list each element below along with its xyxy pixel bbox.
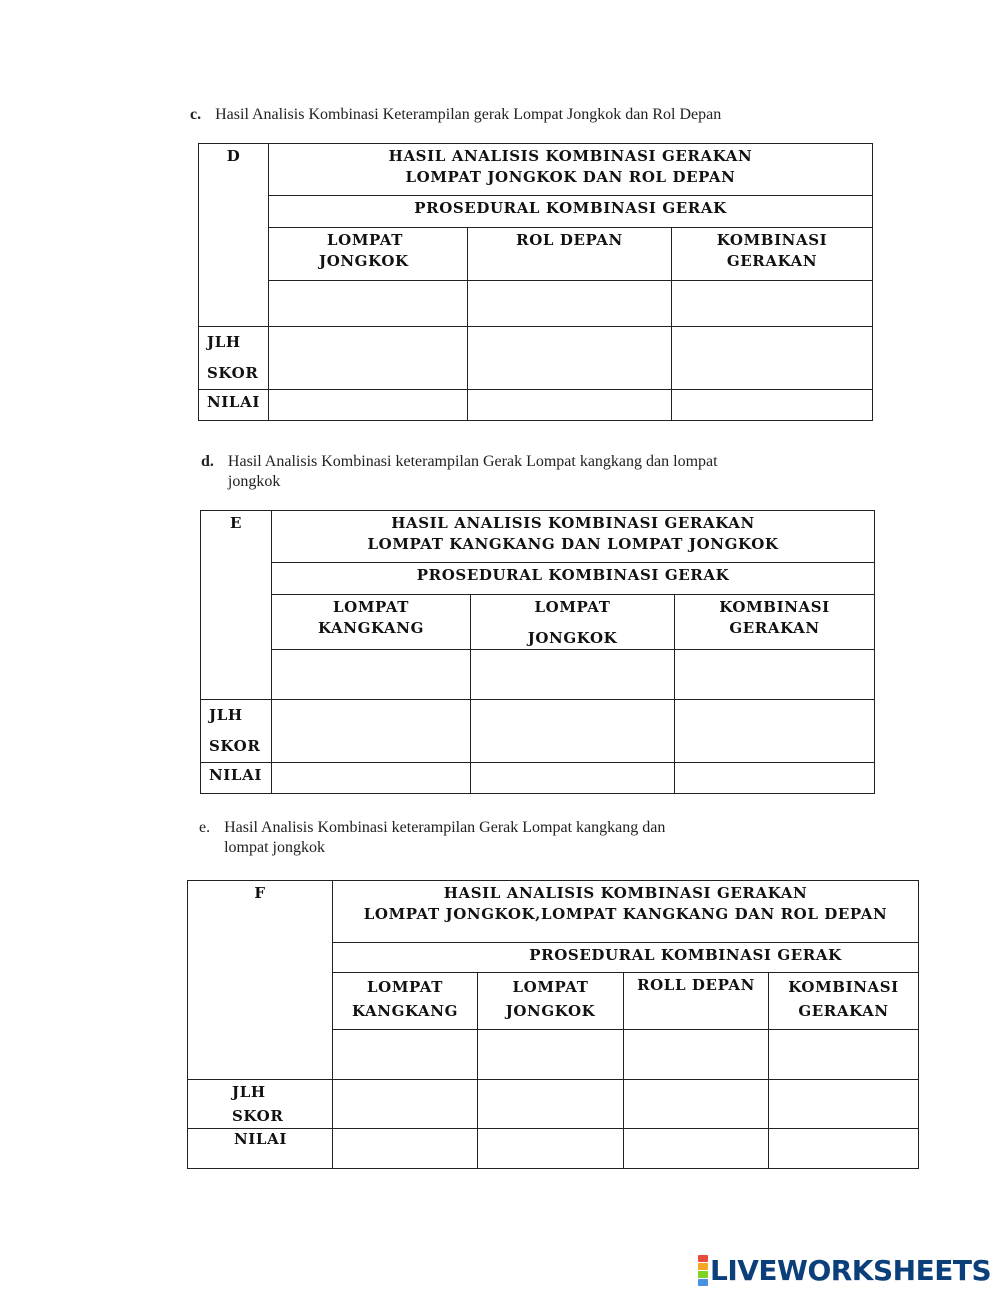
- answer-cell[interactable]: [269, 390, 468, 421]
- col-header-roll-depan: [624, 973, 769, 1030]
- section-c-heading: [190, 105, 721, 125]
- col-header-line1: KOMBINASI: [719, 598, 830, 616]
- table-title-line2: LOMPAT JONGKOK DAN ROL DEPAN: [405, 168, 736, 186]
- table-f: [187, 880, 919, 1169]
- liveworksheets-mark-icon: [698, 1255, 708, 1286]
- nilai-label-cell: [188, 1129, 333, 1169]
- section-d-text-line2: jongkok: [227, 473, 281, 490]
- table-title-cell: [272, 511, 875, 563]
- jlh-skor-label-cell: [199, 327, 269, 390]
- answer-cell[interactable]: [769, 1080, 919, 1129]
- col-header-lompat-kangkang: [333, 973, 478, 1030]
- prosedural-label: PROSEDURAL KOMBINASI GERAK: [414, 199, 727, 217]
- col-header-line1: ROL DEPAN: [516, 231, 623, 249]
- logo-text: LIVEWORKSHEETS: [710, 1253, 992, 1287]
- section-d-text: [228, 452, 718, 492]
- answer-cell[interactable]: [333, 1030, 478, 1080]
- answer-cell[interactable]: [269, 281, 468, 327]
- answer-cell[interactable]: [333, 1080, 478, 1129]
- col-header-line1: KOMBINASI: [788, 978, 899, 996]
- col-header-line2: JONGKOK: [319, 252, 409, 270]
- answer-cell[interactable]: [672, 327, 873, 390]
- col-header-line2: KANGKANG: [318, 619, 424, 637]
- answer-cell[interactable]: [624, 1129, 769, 1169]
- col-header-line2: GERAKAN: [729, 619, 820, 637]
- table-title-cell: [269, 144, 873, 196]
- col-header-lompat-kangkang: [272, 595, 471, 650]
- answer-cell[interactable]: [471, 700, 675, 763]
- table-e: [200, 510, 875, 794]
- skor-label: SKOR: [207, 364, 259, 382]
- col-header-line1: LOMPAT: [534, 598, 611, 616]
- answer-cell[interactable]: [478, 1129, 624, 1169]
- jlh-skor-label-cell: [201, 700, 272, 763]
- answer-cell[interactable]: [675, 700, 875, 763]
- col-header-line1: LOMPAT: [367, 978, 443, 996]
- answer-cell[interactable]: [333, 1129, 478, 1169]
- logo-mark-block: [698, 1255, 708, 1262]
- prosedural-label: PROSEDURAL KOMBINASI GERAK: [416, 566, 730, 584]
- section-d-heading: [201, 452, 718, 492]
- col-header-rol-depan: [468, 228, 672, 281]
- answer-cell[interactable]: [478, 1030, 624, 1080]
- answer-cell[interactable]: [272, 763, 471, 794]
- logo-mark-block: [698, 1279, 708, 1286]
- logo-mark-block: [698, 1263, 708, 1270]
- table-title-line1: HASIL ANALISIS KOMBINASI GERAKAN: [388, 147, 753, 165]
- answer-cell[interactable]: [471, 763, 675, 794]
- nilai-label: NILAI: [234, 1130, 287, 1148]
- table-title-line2: LOMPAT KANGKANG DAN LOMPAT JONGKOK: [367, 535, 779, 553]
- table-code: D: [226, 147, 241, 165]
- col-header-line2: JONGKOK: [505, 1002, 596, 1020]
- answer-cell[interactable]: [769, 1129, 919, 1169]
- col-header-kombinasi: [672, 228, 873, 281]
- table-code-cell: [199, 144, 269, 327]
- table-d: [198, 143, 873, 421]
- jlh-label: JLH: [232, 1083, 266, 1101]
- section-e-text: [224, 818, 665, 858]
- table-title-line2: LOMPAT JONGKOK,LOMPAT KANGKANG DAN ROL DEPAN: [363, 905, 888, 923]
- col-header-line1: ROLL DEPAN: [637, 976, 755, 994]
- answer-cell[interactable]: [468, 327, 672, 390]
- answer-cell[interactable]: [675, 763, 875, 794]
- answer-cell[interactable]: [675, 650, 875, 700]
- col-header-line2: GERAKAN: [726, 252, 818, 270]
- answer-cell[interactable]: [624, 1080, 769, 1129]
- col-header-lompat-jongkok: [478, 973, 624, 1030]
- prosedural-header: [333, 943, 919, 973]
- table-title-line1: HASIL ANALISIS KOMBINASI GERAKAN: [443, 884, 808, 902]
- section-e-heading: [199, 818, 665, 858]
- section-d-text-line1: Hasil Analisis Kombinasi keterampilan Gerak Lompat kangkang dan lompat: [227, 453, 718, 470]
- table-title-line1: HASIL ANALISIS KOMBINASI GERAKAN: [391, 514, 755, 532]
- col-header-lompat-jongkok: [471, 595, 675, 650]
- table-code: F: [254, 884, 266, 902]
- skor-label: SKOR: [209, 737, 261, 755]
- answer-cell[interactable]: [468, 281, 672, 327]
- col-header-line1: KOMBINASI: [716, 231, 828, 249]
- section-e-text-line2: lompat jongkok: [224, 839, 325, 856]
- answer-cell[interactable]: [468, 390, 672, 421]
- answer-cell[interactable]: [471, 650, 675, 700]
- col-header-line1: LOMPAT: [327, 231, 403, 249]
- col-header-line2: KANGKANG: [352, 1002, 458, 1020]
- answer-cell[interactable]: [478, 1080, 624, 1129]
- col-header-line1: LOMPAT: [512, 978, 589, 996]
- col-header-line2: GERAKAN: [798, 1002, 889, 1020]
- answer-cell[interactable]: [272, 700, 471, 763]
- answer-cell[interactable]: [269, 327, 468, 390]
- col-header-lompat-jongkok: [269, 228, 468, 281]
- section-d-letter: d.: [201, 453, 214, 470]
- nilai-label-cell: [199, 390, 269, 421]
- col-header-line2: JONGKOK: [527, 629, 618, 647]
- nilai-label-cell: [201, 763, 272, 794]
- table-code-cell: [188, 881, 333, 1080]
- logo-mark-block: [698, 1271, 708, 1278]
- prosedural-label: PROSEDURAL KOMBINASI GERAK: [529, 946, 842, 964]
- nilai-label: NILAI: [209, 766, 262, 784]
- answer-cell[interactable]: [272, 650, 471, 700]
- col-header-kombinasi: [769, 973, 919, 1030]
- answer-cell[interactable]: [672, 390, 873, 421]
- section-e-letter: e.: [199, 819, 211, 836]
- section-c-letter: c.: [190, 106, 202, 123]
- jlh-skor-label-cell: [188, 1080, 333, 1129]
- section-e-text-line1: Hasil Analisis Kombinasi keterampilan Gerak Lompat kangkang dan: [224, 819, 666, 836]
- answer-cell[interactable]: [624, 1030, 769, 1080]
- skor-label: SKOR: [232, 1107, 284, 1125]
- jlh-label: JLH: [207, 333, 241, 351]
- section-c-text: Hasil Analisis Kombinasi Keterampilan gerak Lompat Jongkok dan Rol Depan: [215, 106, 722, 123]
- table-title-cell: [333, 881, 919, 943]
- prosedural-header: [269, 196, 873, 228]
- col-header-line1: LOMPAT: [333, 598, 409, 616]
- answer-cell[interactable]: [769, 1030, 919, 1080]
- jlh-label: JLH: [209, 706, 243, 724]
- prosedural-header: [272, 563, 875, 595]
- table-code-cell: [201, 511, 272, 700]
- answer-cell[interactable]: [672, 281, 873, 327]
- nilai-label: NILAI: [207, 393, 260, 411]
- liveworksheets-logo[interactable]: [698, 1254, 991, 1286]
- col-header-kombinasi: [675, 595, 875, 650]
- table-code: E: [229, 514, 243, 532]
